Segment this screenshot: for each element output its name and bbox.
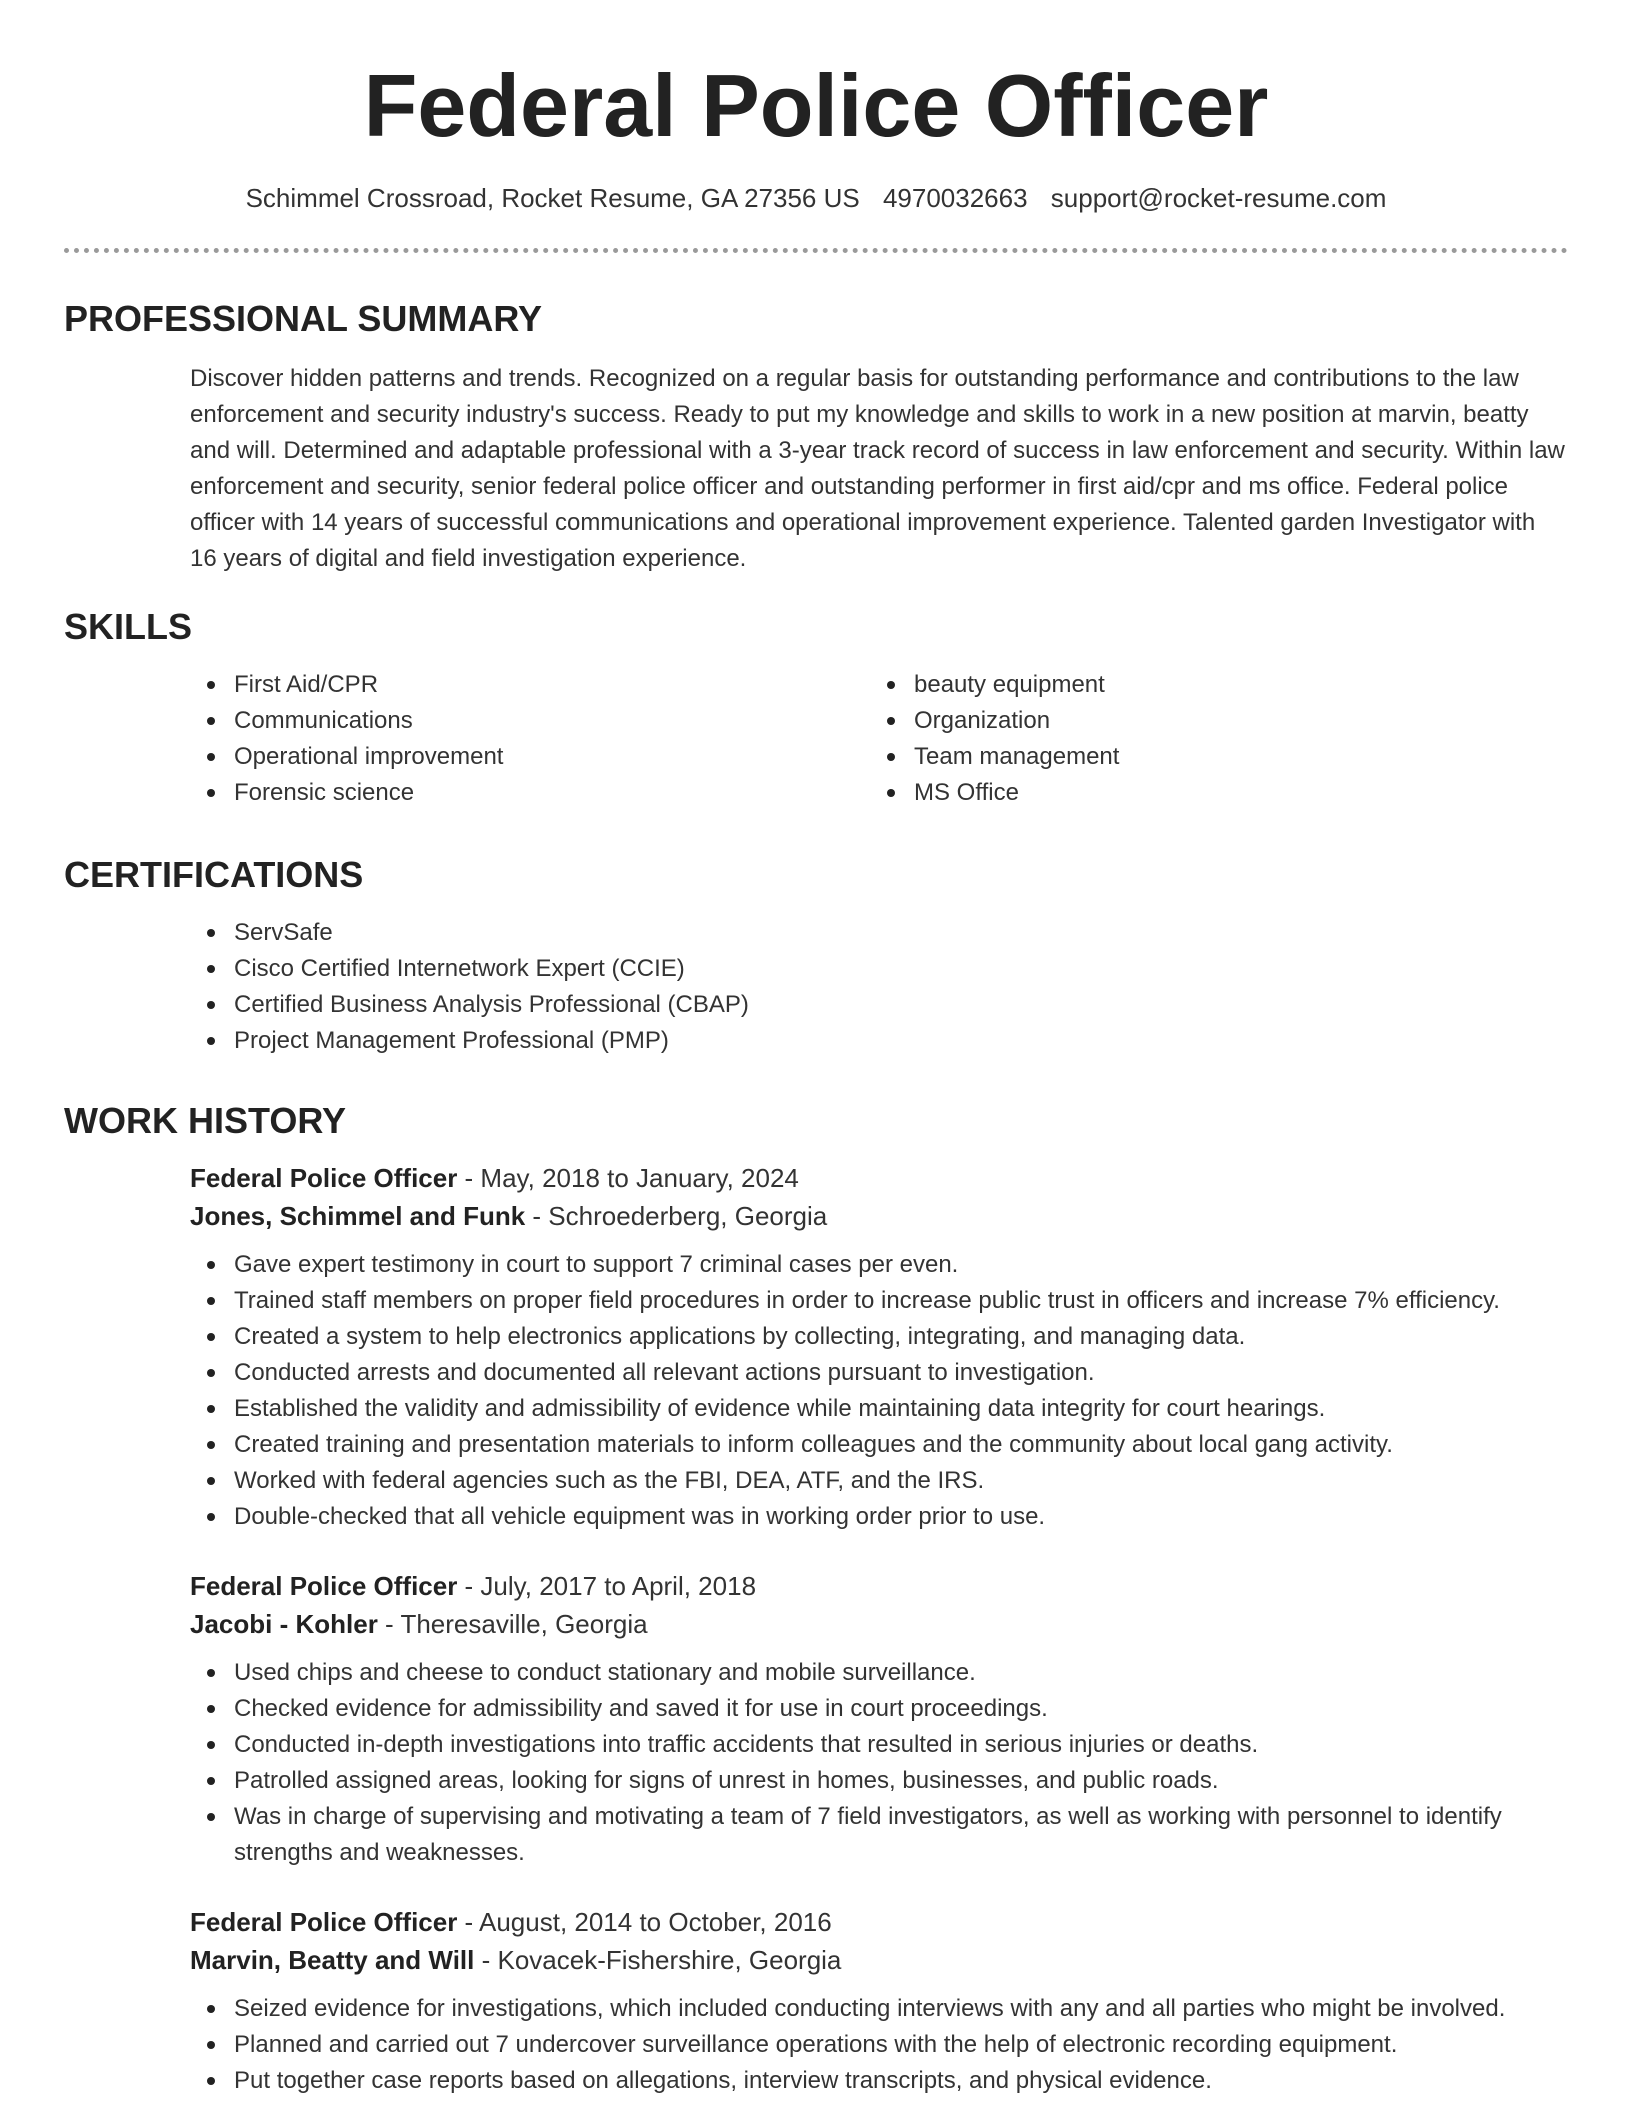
- summary-heading: PROFESSIONAL SUMMARY: [64, 298, 543, 339]
- job-title-line: [190, 1567, 1568, 1605]
- job-bullet: Established the validity and admissibility of evidence while maintaining data integrity for court hearings.: [190, 1391, 1568, 1427]
- job-bullet: Trained staff members on proper field procedures in order to increase public trust in officers and increase 7% efficiency.: [190, 1283, 1568, 1319]
- skill-item: beauty equipment: [870, 667, 1550, 703]
- job-company: Marvin, Beatty and Will: [190, 1945, 475, 1975]
- skill-item: Operational improvement: [190, 739, 870, 775]
- skills-section: [0, 605, 1632, 811]
- contact-address: Schimmel Crossroad, Rocket Resume, GA 27356 US: [245, 183, 860, 213]
- job-bullet: Worked with federal agencies such as the FBI, DEA, ATF, and the IRS.: [190, 1463, 1568, 1499]
- skills-list-right: [870, 667, 1550, 811]
- job-entry: [190, 1903, 1568, 2099]
- header-divider: [64, 248, 1568, 253]
- job-bullets: [190, 1247, 1568, 1535]
- contact-phone: 4970032663: [882, 183, 1028, 213]
- job-bullet: Seized evidence for investigations, which included conducting interviews with any and all parties who might be involved.: [190, 1991, 1568, 2027]
- job-bullet: Conducted arrests and documented all relevant actions pursuant to investigation.: [190, 1355, 1568, 1391]
- job-company-line: [190, 1941, 1568, 1979]
- job-bullet: Conducted in-depth investigations into traffic accidents that resulted in serious injuries or deaths.: [190, 1727, 1568, 1763]
- job-bullet: Used chips and cheese to conduct stationary and mobile surveillance.: [190, 1655, 1568, 1691]
- skill-item: Communications: [190, 703, 870, 739]
- skill-item: First Aid/CPR: [190, 667, 870, 703]
- job-company-line: [190, 1605, 1568, 1643]
- job-location: - Schroederberg, Georgia: [525, 1201, 828, 1231]
- contact-email: support@rocket-resume.com: [1050, 183, 1387, 213]
- job-bullet: Planned and carried out 7 undercover surveillance operations with the help of electronic recording equipment.: [190, 2027, 1568, 2063]
- summary-section: [0, 297, 1632, 577]
- certifications-section: [0, 853, 1632, 1059]
- skills-list-left: [190, 667, 870, 811]
- job-bullet: Checked evidence for admissibility and saved it for use in court proceedings.: [190, 1691, 1568, 1727]
- certification-item: Certified Business Analysis Professional (CBAP): [190, 987, 1568, 1023]
- skill-item: MS Office: [870, 775, 1550, 811]
- summary-text: Discover hidden patterns and trends. Recognized on a regular basis for outstanding performance and contributions to the law enforcement and security industry's success. Ready to put my knowledge and skills to work in a new position at marvin, beatty and will. Determined and adaptable professional with a 3-year track record of success in law enforcement and security. Within law enforcement and security, senior federal police officer and outstanding performer in first aid/cpr and ms office. Federal police officer with 14 years of successful communications and operational improvement experience. Talented garden Investigator with 16 years of digital and field investigation experience.: [190, 365, 1565, 572]
- job-title: Federal Police Officer: [190, 1163, 458, 1193]
- job-location: - Kovacek-Fishershire, Georgia: [474, 1945, 842, 1975]
- job-bullet: Patrolled assigned areas, looking for signs of unrest in homes, businesses, and public roads.: [190, 1763, 1568, 1799]
- certification-item: ServSafe: [190, 915, 1568, 951]
- skill-item: Team management: [870, 739, 1550, 775]
- job-entry: [190, 1159, 1568, 1535]
- job-company: Jones, Schimmel and Funk: [190, 1201, 526, 1231]
- work-history-section: [0, 1099, 1632, 2099]
- job-bullet: Put together case reports based on allegations, interview transcripts, and physical evidence.: [190, 2063, 1568, 2099]
- job-dates: - May, 2018 to January, 2024: [457, 1163, 799, 1193]
- job-company: Jacobi - Kohler: [190, 1609, 378, 1639]
- skill-item: Forensic science: [190, 775, 870, 811]
- skill-item: Organization: [870, 703, 1550, 739]
- job-title-line: [190, 1159, 1568, 1197]
- job-bullet: Created training and presentation materials to inform colleagues and the community about local gang activity.: [190, 1427, 1568, 1463]
- job-dates: - August, 2014 to October, 2016: [457, 1907, 832, 1937]
- job-company-line: [190, 1197, 1568, 1235]
- job-title: Federal Police Officer: [190, 1571, 458, 1601]
- job-location: - Theresaville, Georgia: [377, 1609, 648, 1639]
- certifications-heading: CERTIFICATIONS: [64, 854, 364, 895]
- job-entry: [190, 1567, 1568, 1871]
- job-title: Federal Police Officer: [190, 1907, 458, 1937]
- skills-heading: SKILLS: [64, 606, 193, 647]
- job-bullet: Was in charge of supervising and motivating a team of 7 field investigators, as well as working with personnel to identify strengths and weaknesses.: [190, 1799, 1568, 1871]
- work-history-heading: WORK HISTORY: [64, 1100, 347, 1141]
- job-dates: - July, 2017 to April, 2018: [457, 1571, 757, 1601]
- job-bullets: [190, 1655, 1568, 1871]
- skills-grid: [190, 667, 1568, 811]
- certifications-list: [190, 915, 1568, 1059]
- job-bullet: Double-checked that all vehicle equipment was in working order prior to use.: [190, 1499, 1568, 1535]
- job-bullet: Gave expert testimony in court to support 7 criminal cases per even.: [190, 1247, 1568, 1283]
- contact-line: [0, 180, 1632, 216]
- certification-item: Project Management Professional (PMP): [190, 1023, 1568, 1059]
- certification-item: Cisco Certified Internetwork Expert (CCIE): [190, 951, 1568, 987]
- job-title-line: [190, 1903, 1568, 1941]
- candidate-name: Federal Police Officer: [363, 56, 1269, 155]
- job-bullet: Created a system to help electronics applications by collecting, integrating, and managing data.: [190, 1319, 1568, 1355]
- job-bullets: [190, 1991, 1568, 2099]
